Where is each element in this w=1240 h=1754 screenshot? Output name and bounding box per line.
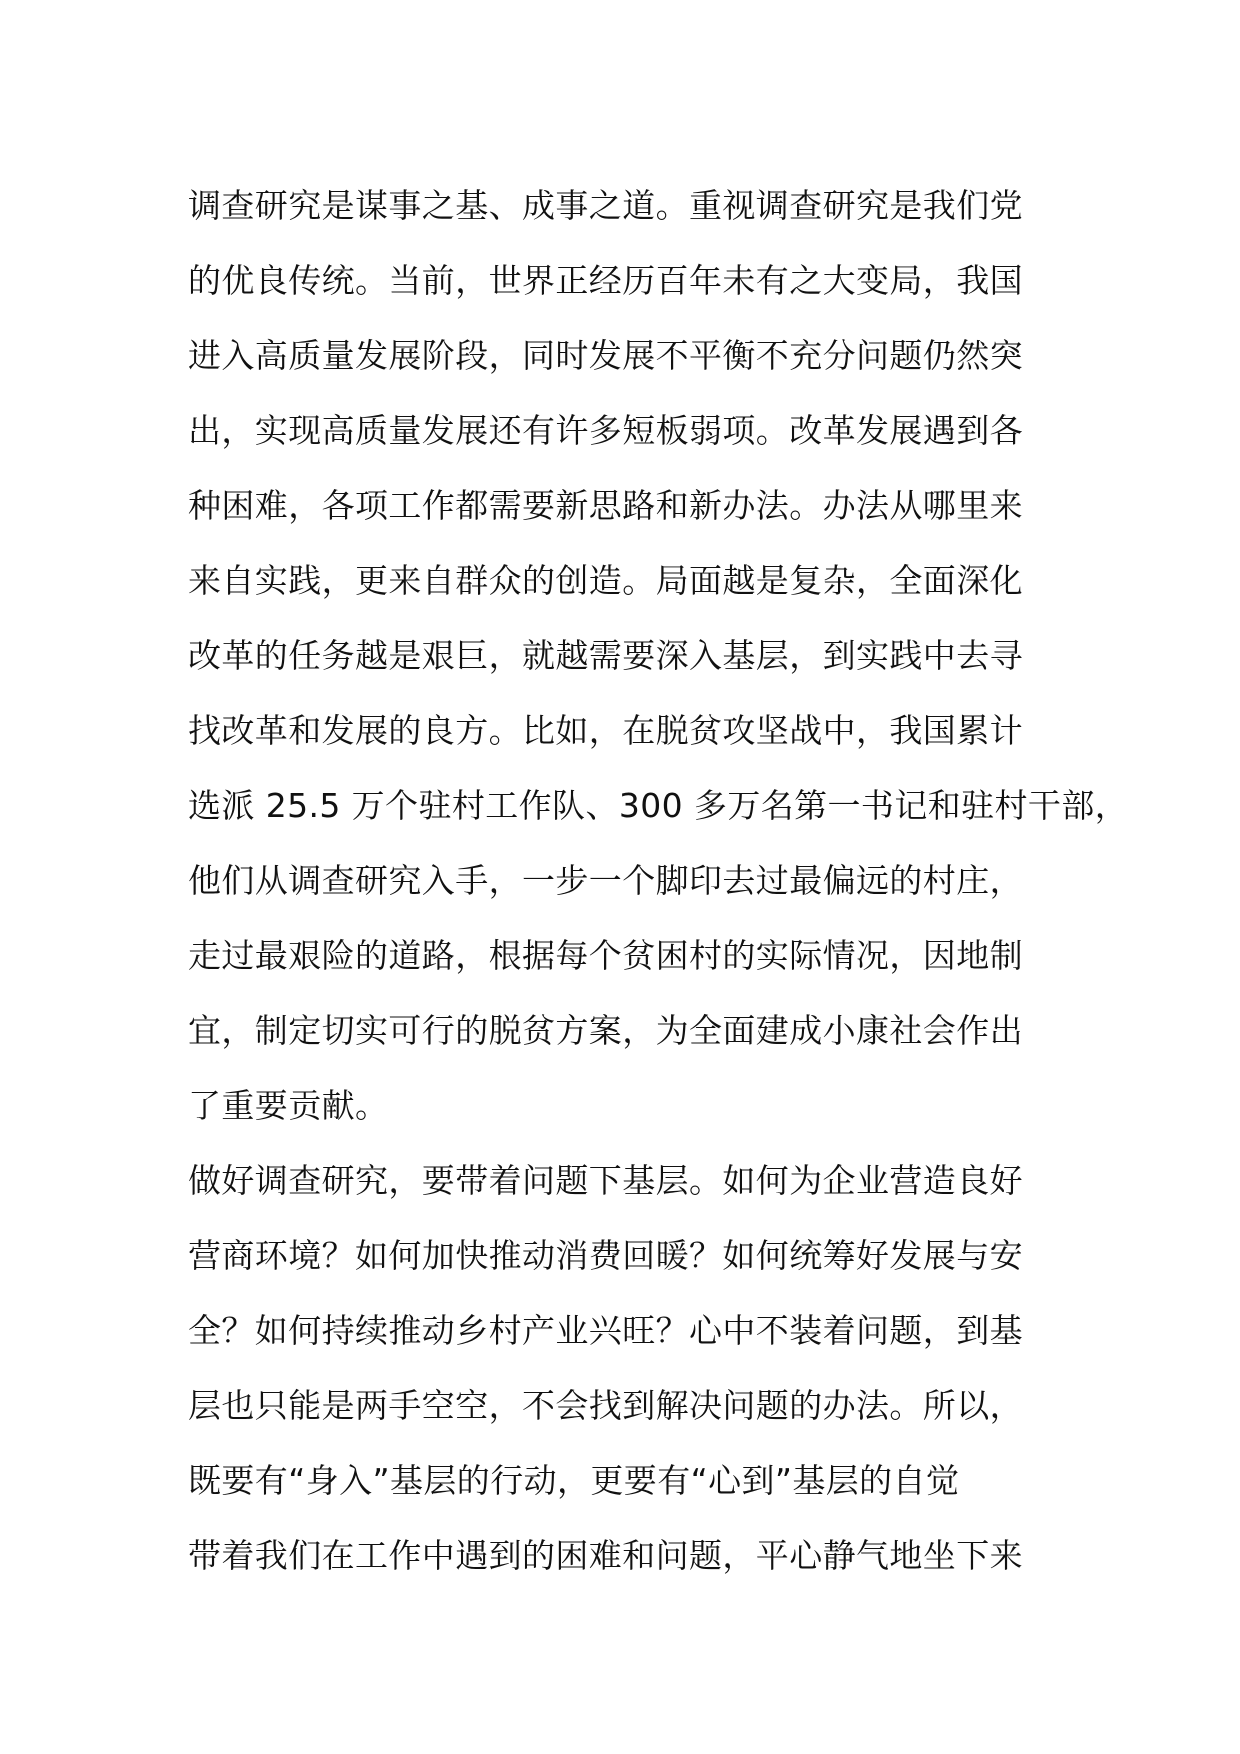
text-line: 宜，制定切实可行的脱贫方案，为全面建成小康社会作出 (188, 1011, 1023, 1050)
text-line: 了重要贡献。 (188, 1086, 389, 1125)
text-line: 带着我们在工作中遇到的困难和问题，平心静气地坐下来 (188, 1536, 1023, 1575)
text-line: 全？如何持续推动乡村产业兴旺？心中不装着问题，到基 (188, 1311, 1023, 1350)
text-line: 他们从调查研究入手，一步一个脚印去过最偏远的村庄， (188, 861, 1023, 900)
text-line: 找改革和发展的良方。比如，在脱贫攻坚战中，我国累计 (188, 711, 1023, 750)
text-line: 做好调查研究，要带着问题下基层。如何为企业营造良好 (188, 1161, 1023, 1200)
text-line: 层也只能是两手空空，不会找到解决问题的办法。所以， (188, 1386, 1023, 1425)
text-line: 走过最艰险的道路，根据每个贫困村的实际情况，因地制 (188, 936, 1023, 975)
text-line: 种困难，各项工作都需要新思路和新办法。办法从哪里来 (188, 486, 1023, 525)
text-line: 来自实践，更来自群众的创造。局面越是复杂，全面深化 (188, 561, 1023, 600)
paragraph-2 (188, 1143, 1088, 1593)
text-line: 营商环境？如何加快推动消费回暖？如何统筹好发展与安 (188, 1236, 1023, 1275)
text-line: 选派 25.5 万个驻村工作队、300 多万名第一书记和驻村干部， (188, 786, 1129, 825)
text-line: 出，实现高质量发展还有许多短板弱项。改革发展遇到各 (188, 411, 1023, 450)
text-line: 改革的任务越是艰巨，就越需要深入基层，到实践中去寻 (188, 636, 1023, 675)
paragraph-1 (188, 168, 1129, 1143)
text-line: 的优良传统。当前，世界正经历百年未有之大变局，我国 (188, 261, 1023, 300)
text-line: 进入高质量发展阶段，同时发展不平衡不充分问题仍然突 (188, 336, 1023, 375)
document-body (188, 168, 1129, 1593)
text-line: 既要有“身入”基层的行动，更要有“心到”基层的自觉 (188, 1461, 960, 1500)
text-line: 调查研究是谋事之基、成事之道。重视调查研究是我们党 (188, 186, 1023, 225)
